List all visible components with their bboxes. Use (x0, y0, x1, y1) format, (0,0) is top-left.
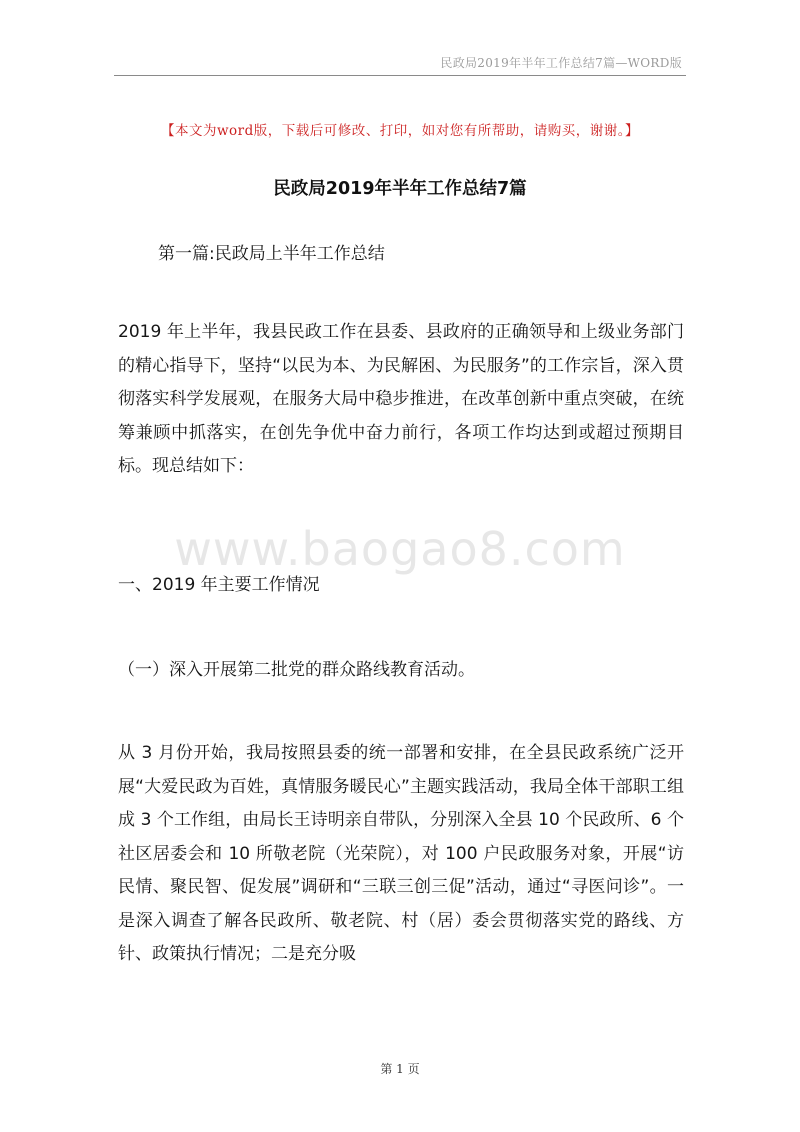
document-title: 民政局2019年半年工作总结7篇 (273, 179, 527, 199)
paragraph-intro: 2019 年上半年，我县民政工作在县委、县政府的正确领导和上级业务部门的精心指导下，坚持“以民为本、为民解困、为民服务”的工作宗旨，深入贯彻落实科学发展观，在服务大局中稳步推进，在改革创新中重点突破，在统筹兼顾中抓落实，在创先争优中奋力前行，各项工作均达到或超过预期目标。现总结如下： (118, 322, 684, 476)
page-number: 第 1 页 (380, 1062, 420, 1076)
paragraph-campaign-details: 从 3 月份开始，我局按照县委的统一部署和安排，在全县民政系统广泛开展“大爱民政为百姓，真情服务暖民心”主题实践活动，我局全体干部职工组成 3 个工作组，由局长王诗明亲自带队，分别深入全县 10 个民政所、6 个社区居委会和 10 所敬老院（光荣院），对 100 户民政服务对象，开展“访民情、聚民智、促发展”调研和“三联三创三促”活动，通过“寻医问诊”。一是深入调查了解各民政所、敬老院、村（居）委会贯彻落实党的路线、方针、政策执行情况；二是充分吸 (118, 743, 684, 964)
purchase-notice: 【本文为word版，下载后可修改、打印，如对您有所帮助，请购买，谢谢。】 (160, 123, 640, 139)
paragraph-heading-main-work: 一、2019 年主要工作情况 (118, 575, 320, 595)
header-divider (114, 75, 686, 76)
running-header: 民政局2019年半年工作总结7篇—WORD版 (440, 56, 682, 70)
watermark-text: www.baogao8.com (174, 522, 626, 576)
paragraph-subheading-campaign: （一）深入开展第二批党的群众路线教育活动。 (118, 660, 475, 680)
section-heading: 第一篇:民政局上半年工作总结 (158, 244, 385, 264)
